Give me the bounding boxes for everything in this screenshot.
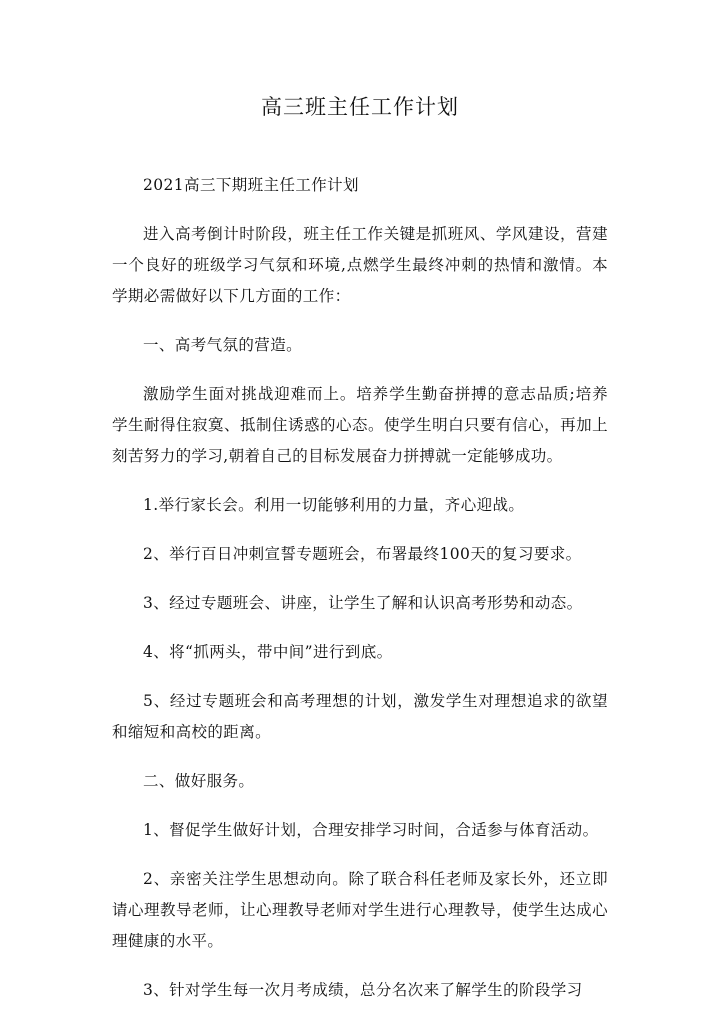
list-item-5: 5、经过专题班会和高考理想的计划，激发学生对理想追求的欲望和缩短和高校的距离。 xyxy=(112,692,608,741)
list-item-4: 4、将“抓两头，带中间”进行到底。 xyxy=(143,643,393,661)
service-item-2: 2、亲密关注学生思想动向。除了联合科任老师及家长外，还立即请心理教导老师，让心理教导老师对学生进行心理教导，使学生达成心理健康的水平。 xyxy=(112,870,608,950)
list-item-1: 1.举行家长会。利用一切能够利用的力量，齐心迎战。 xyxy=(143,496,525,514)
paragraph-encourage: 激励学生面对挑战迎难而上。培养学生勤奋拼搏的意志品质;培养学生耐得住寂寞、抵制住诱惑的心态。使学生明白只要有信心，再加上刻苦努力的学习,朝着自己的目标发展奋力拼搏就一定能够成功。 xyxy=(112,385,608,465)
service-item-1: 1、督促学生做好计划，合理安排学习时间，合适参与体育活动。 xyxy=(143,821,599,839)
section-heading-atmosphere: 一、高考气氛的营造。 xyxy=(143,336,303,354)
service-item-3: 3、针对学生每一次月考成绩，总分名次来了解学生的阶段学习 xyxy=(143,981,583,999)
document-title: 高三班主任工作计划 xyxy=(261,95,459,119)
list-item-2: 2、举行百日冲刺宣誓专题班会，布署最终100天的复习要求。 xyxy=(143,545,582,563)
paragraph-subtitle: 2021高三下期班主任工作计划 xyxy=(143,176,359,194)
paragraph-intro: 进入高考倒计时阶段，班主任工作关键是抓班风、学风建设，营建一个良好的班级学习气氛和环境,点燃学生最终冲刺的热情和激情。本学期必需做好以下几方面的工作： xyxy=(112,225,608,305)
section-heading-service: 二、做好服务。 xyxy=(143,772,255,790)
document-body xyxy=(112,170,608,1024)
list-item-3: 3、经过专题班会、讲座，让学生了解和认识高考形势和动态。 xyxy=(143,594,583,612)
